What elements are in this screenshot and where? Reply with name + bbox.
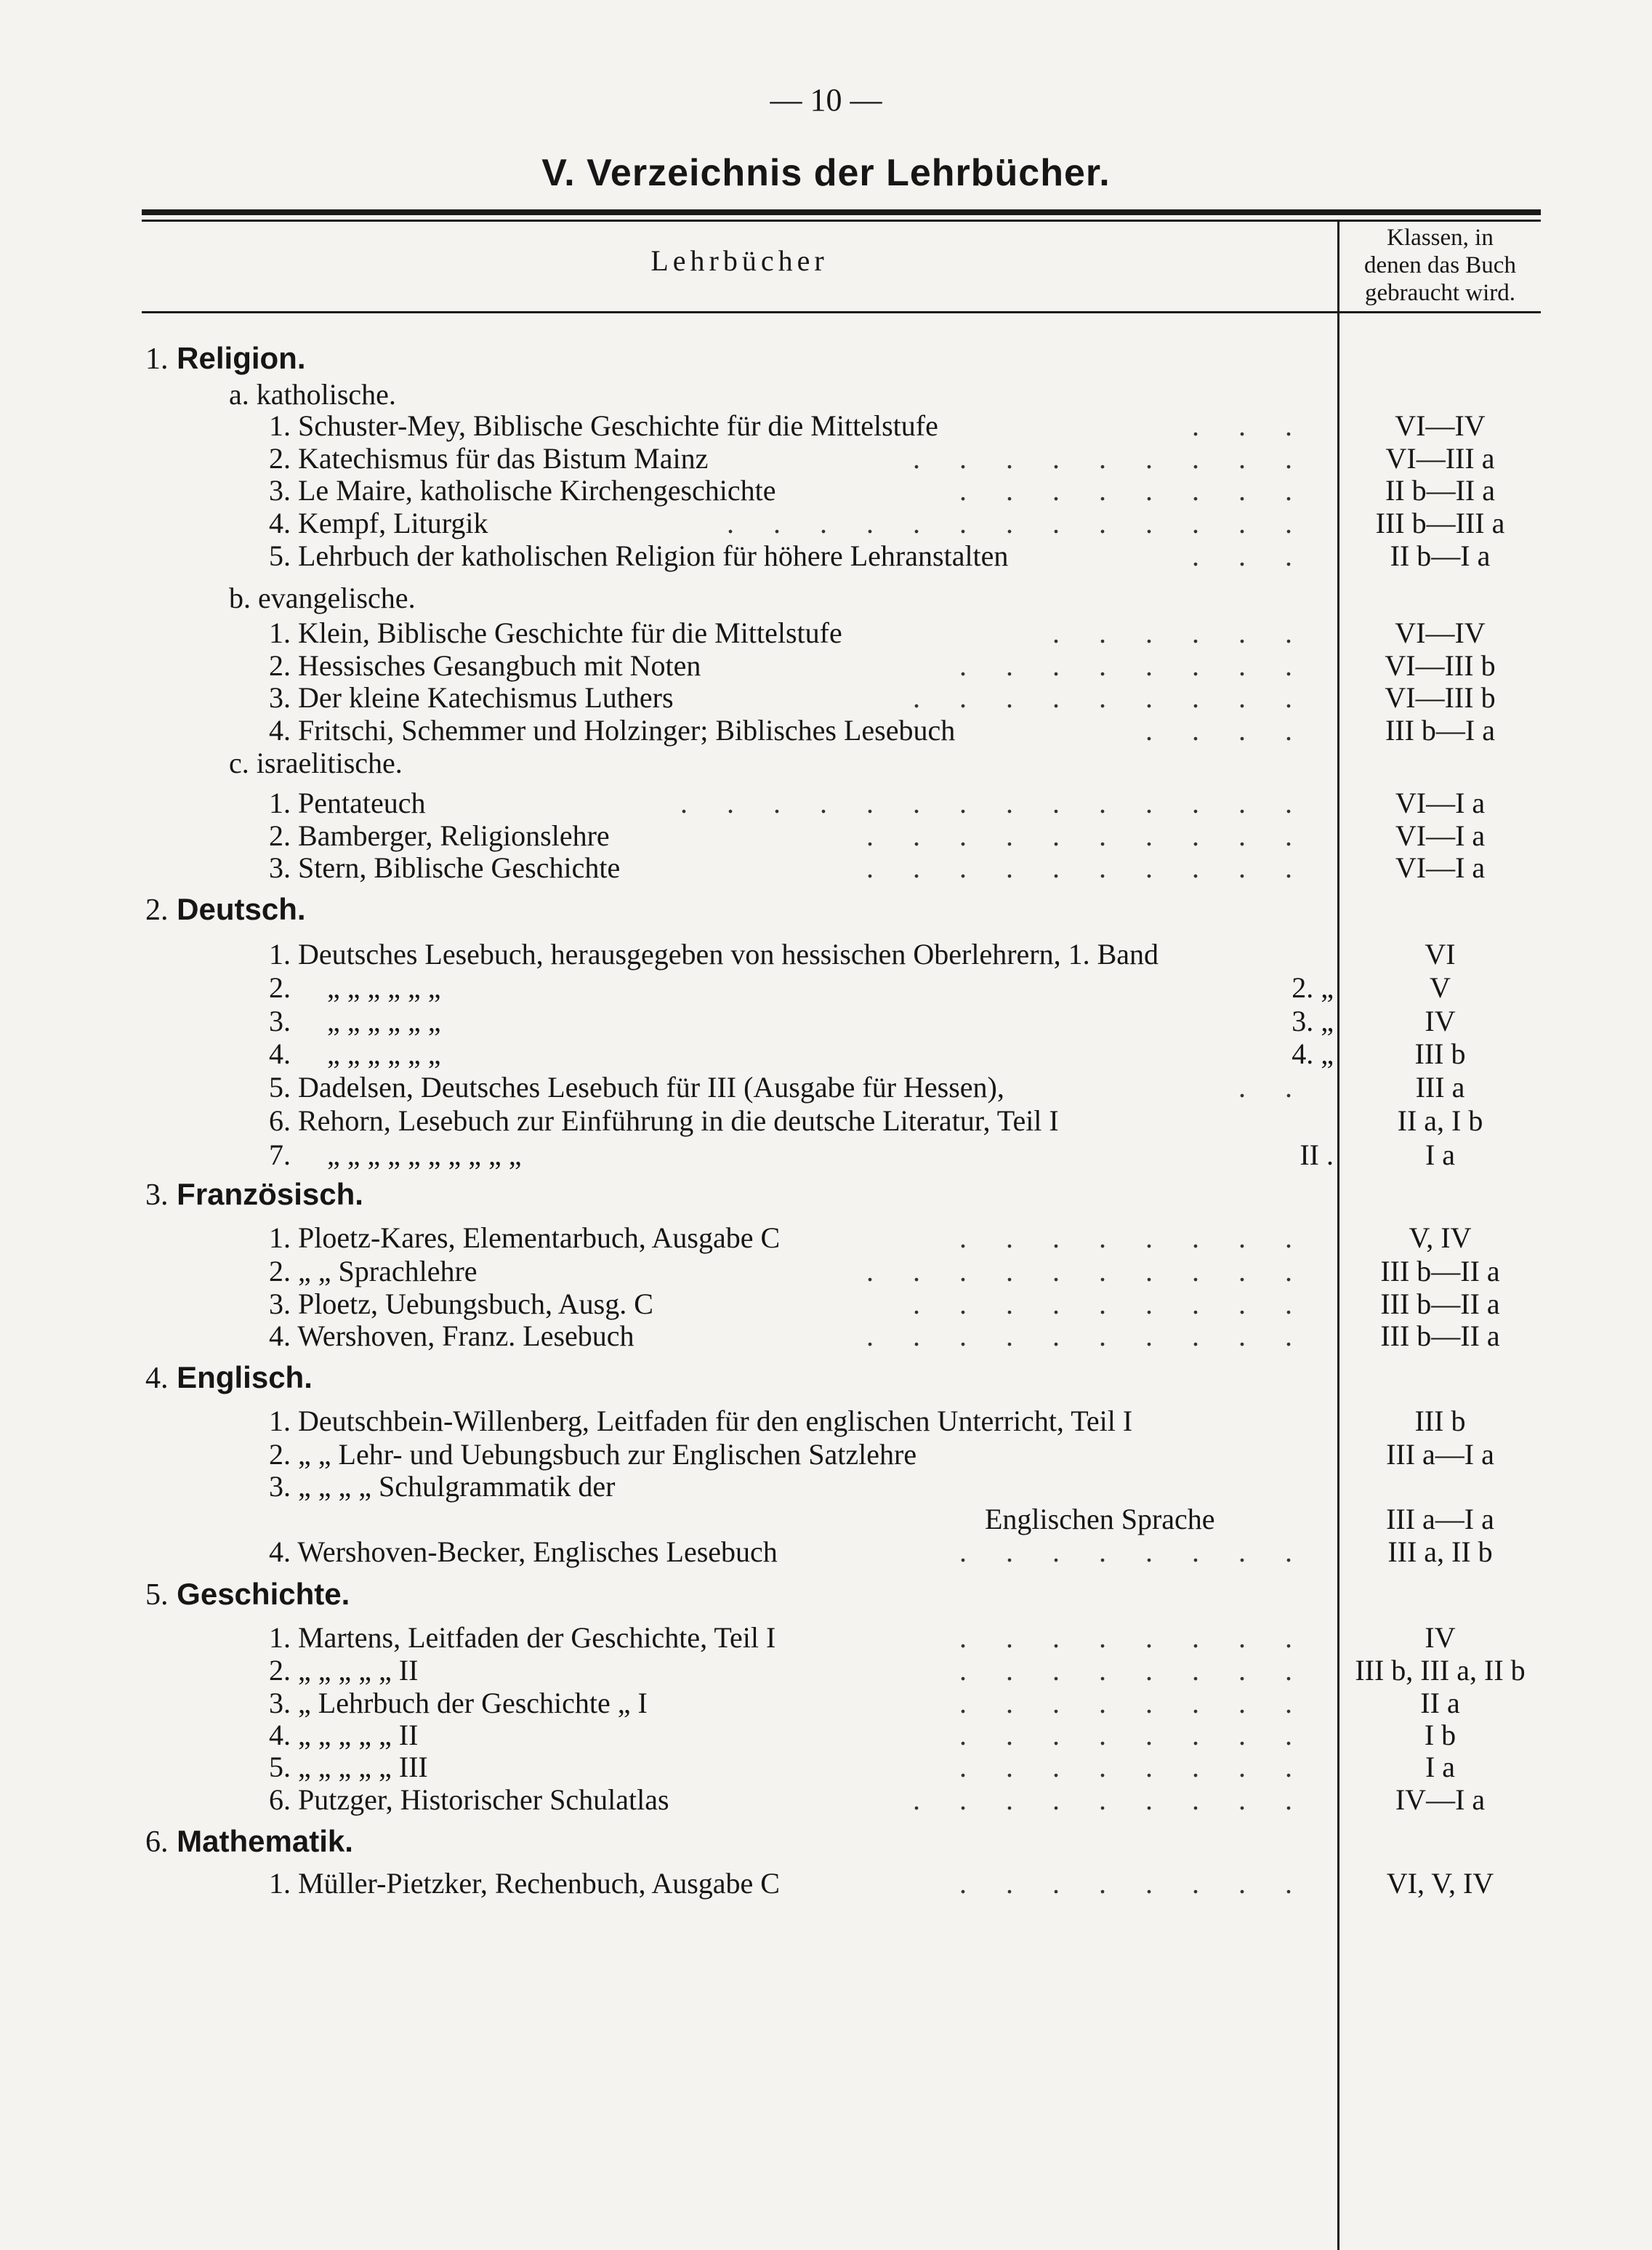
list-item bbox=[142, 378, 1541, 411]
section-label: Geschichte. bbox=[177, 1577, 350, 1611]
book-title: 2. „ „ Sprachlehre bbox=[269, 1255, 478, 1287]
leader-dots: . . . . . . . . . . . . . bbox=[727, 507, 1308, 539]
leader-dots: . . . . . . . . bbox=[959, 1719, 1308, 1751]
section-title bbox=[145, 1178, 363, 1212]
class-range: VI—III b bbox=[1385, 681, 1496, 714]
class-range: II b—II a bbox=[1385, 474, 1496, 507]
class-range: VI—I a bbox=[1395, 787, 1486, 819]
class-range: V, IV bbox=[1409, 1221, 1472, 1254]
list-item bbox=[142, 1867, 1541, 1900]
class-range: III b, III a, II b bbox=[1355, 1654, 1526, 1687]
section-label: Deutsch. bbox=[177, 892, 306, 926]
leader-dots: . . . . . . . . . . bbox=[866, 1255, 1308, 1287]
section-number: 2. bbox=[145, 893, 169, 927]
ditto-marks: „ „ „ „ „ „ bbox=[327, 971, 441, 1004]
book-title: 1. Pentateuch bbox=[269, 787, 426, 819]
column-header-classes-line: Klassen, in bbox=[1387, 225, 1494, 251]
list-item bbox=[142, 819, 1541, 853]
list-item bbox=[142, 539, 1541, 573]
title-rule-thin bbox=[142, 220, 1541, 222]
subsection-label: c. israelitische. bbox=[229, 747, 403, 779]
book-title: 1. Ploetz-Kares, Elementarbuch, Ausgabe C bbox=[269, 1221, 781, 1254]
list-item bbox=[142, 1438, 1541, 1471]
section-title bbox=[145, 342, 306, 376]
book-title: 4. Wershoven, Franz. Lesebuch bbox=[269, 1319, 634, 1352]
leader-dots: . . . . . . . . bbox=[959, 649, 1308, 682]
class-range: III a—I a bbox=[1386, 1438, 1494, 1471]
column-header-classes-line: denen das Buch bbox=[1364, 252, 1516, 278]
book-title: 2. Bamberger, Religionslehre bbox=[269, 819, 610, 852]
book-title: 1. Klein, Biblische Geschichte für die Mittelstufe bbox=[269, 616, 842, 649]
class-range: I a bbox=[1425, 1751, 1456, 1783]
book-title: 5. Dadelsen, Deutsches Lesebuch für III (Ausgabe für Hessen), bbox=[269, 1071, 1004, 1104]
page-title: V. Verzeichnis der Lehrbücher. bbox=[541, 152, 1111, 194]
class-range: VI—III a bbox=[1385, 442, 1495, 475]
class-range: VI—I a bbox=[1395, 819, 1486, 852]
class-range: II a bbox=[1420, 1687, 1460, 1719]
leader-dots: . . . . . . . . bbox=[959, 474, 1308, 507]
class-range: III b—II a bbox=[1380, 1287, 1500, 1320]
class-range: IV bbox=[1425, 1005, 1456, 1037]
list-item bbox=[142, 851, 1541, 885]
class-range: III b—II a bbox=[1380, 1319, 1500, 1352]
leader-dots: . . . . . . . . . . bbox=[866, 1319, 1308, 1352]
leader-dots: . . . . . . . . bbox=[959, 1751, 1308, 1783]
class-range: IV—I a bbox=[1395, 1783, 1486, 1816]
class-range: III b—I a bbox=[1385, 714, 1496, 747]
book-title: 7. bbox=[269, 1138, 291, 1171]
list-item bbox=[142, 1621, 1541, 1655]
leader-dots: . . . . . . . . bbox=[959, 1867, 1308, 1900]
class-range: III a bbox=[1415, 1071, 1465, 1104]
list-item bbox=[142, 1138, 1541, 1172]
section-number: 6. bbox=[145, 1825, 169, 1859]
list-item bbox=[142, 1104, 1541, 1138]
book-title: 3. „ „ „ „ Schulgrammatik der bbox=[269, 1470, 616, 1503]
list-item bbox=[142, 649, 1541, 683]
list-item bbox=[142, 616, 1541, 650]
header-rule bbox=[142, 311, 1541, 313]
class-range: VI—IV bbox=[1395, 409, 1486, 442]
class-range: II b—I a bbox=[1390, 539, 1491, 572]
subsection-label: a. katholische. bbox=[229, 378, 396, 411]
book-title: 6. Putzger, Historischer Schulatlas bbox=[269, 1783, 669, 1816]
list-item bbox=[142, 1470, 1541, 1503]
leader-dots: . . bbox=[1238, 1071, 1308, 1104]
class-range: III b—II a bbox=[1380, 1255, 1500, 1287]
leader-dots: . . . . . . . . bbox=[959, 1654, 1308, 1687]
class-range: V bbox=[1430, 971, 1451, 1004]
section-title bbox=[145, 1578, 350, 1612]
class-range: I a bbox=[1425, 1138, 1456, 1171]
list-item bbox=[142, 507, 1541, 540]
book-title: 4. Fritschi, Schemmer und Holzinger; Biblisches Lesebuch bbox=[269, 714, 956, 747]
section-heading bbox=[142, 893, 1541, 926]
list-item bbox=[142, 1687, 1541, 1720]
list-item bbox=[142, 409, 1541, 443]
list-item bbox=[142, 1535, 1541, 1569]
ditto-marks: „ „ „ „ „ „ bbox=[327, 1037, 441, 1070]
column-header-classes bbox=[1339, 224, 1541, 307]
section-title bbox=[145, 1825, 353, 1859]
book-title: 3. Ploetz, Uebungsbuch, Ausg. C bbox=[269, 1287, 653, 1320]
book-title: 1. Deutschbein-Willenberg, Leitfaden für den englischen Unterricht, Teil I bbox=[269, 1405, 1133, 1437]
section-label: Religion. bbox=[177, 341, 306, 375]
leader-dots: . . . bbox=[1192, 409, 1308, 442]
class-range: III a—I a bbox=[1386, 1503, 1494, 1535]
class-range: VI—I a bbox=[1395, 851, 1486, 884]
book-title: 5. Lehrbuch der katholischen Religion für höhere Lehranstalten bbox=[269, 539, 1009, 572]
section-heading bbox=[142, 1178, 1541, 1211]
section-number: 1. bbox=[145, 342, 169, 376]
leader-dots: . . . . . . . . . . bbox=[866, 819, 1308, 852]
leader-dots: . . . . . . bbox=[1052, 616, 1308, 649]
book-title: 4. bbox=[269, 1037, 291, 1070]
class-range: III b—III a bbox=[1375, 507, 1505, 539]
book-title: 2. Hessisches Gesangbuch mit Noten bbox=[269, 649, 701, 682]
section-label: Mathematik. bbox=[177, 1824, 353, 1858]
section-title bbox=[145, 893, 306, 927]
ditto-tail: 3. „ bbox=[1292, 1005, 1334, 1037]
book-title: Englischen Sprache bbox=[985, 1503, 1215, 1535]
book-title: 3. Stern, Biblische Geschichte bbox=[269, 851, 621, 884]
list-item bbox=[142, 747, 1541, 780]
book-title: 2. „ „ „ „ „ II bbox=[269, 1654, 419, 1687]
list-item bbox=[142, 714, 1541, 747]
book-title: 1. Martens, Leitfaden der Geschichte, Teil I bbox=[269, 1621, 776, 1654]
list-item bbox=[142, 1405, 1541, 1438]
ditto-marks: „ „ „ „ „ „ bbox=[327, 1005, 441, 1037]
ditto-tail: 4. „ bbox=[1292, 1037, 1334, 1070]
section-heading bbox=[142, 1578, 1541, 1611]
leader-dots: . . . . . . . . bbox=[959, 1687, 1308, 1719]
book-title: 1. Müller-Pietzker, Rechenbuch, Ausgabe C bbox=[269, 1867, 780, 1900]
list-item bbox=[142, 1319, 1541, 1353]
leader-dots: . . . . . . . . bbox=[959, 1621, 1308, 1654]
ditto-tail: II . bbox=[1300, 1138, 1334, 1171]
column-header-classes-line: gebraucht wird. bbox=[1364, 280, 1516, 306]
list-item bbox=[142, 1221, 1541, 1255]
section-heading bbox=[142, 1825, 1541, 1858]
list-item bbox=[142, 1037, 1541, 1071]
title-rule-thick bbox=[142, 209, 1541, 215]
class-range: VI bbox=[1425, 938, 1456, 971]
class-range: I b bbox=[1424, 1719, 1456, 1751]
list-item bbox=[142, 1255, 1541, 1288]
book-title: 3. Der kleine Katechismus Luthers bbox=[269, 681, 674, 714]
list-item bbox=[142, 474, 1541, 507]
leader-dots: . . . bbox=[1192, 539, 1308, 572]
section-number: 3. bbox=[145, 1178, 169, 1212]
book-title: 1. Schuster-Mey, Biblische Geschichte für die Mittelstufe bbox=[269, 409, 938, 442]
page-number: — 10 — bbox=[770, 82, 882, 118]
list-item bbox=[142, 938, 1541, 971]
subsection-label: b. evangelische. bbox=[229, 582, 416, 614]
class-range: VI—III b bbox=[1385, 649, 1496, 682]
class-range: III b bbox=[1414, 1405, 1466, 1437]
class-range: III b bbox=[1414, 1037, 1466, 1070]
class-range: IV bbox=[1425, 1621, 1456, 1654]
leader-dots: . . . . bbox=[1145, 714, 1308, 747]
book-title: 3. bbox=[269, 1005, 291, 1037]
list-item bbox=[142, 1751, 1541, 1784]
leader-dots: . . . . . . . . . bbox=[913, 1783, 1308, 1816]
book-title: 1. Deutsches Lesebuch, herausgegeben von hessischen Oberlehrern, 1. Band bbox=[269, 938, 1159, 971]
book-title: 2. Katechismus für das Bistum Mainz bbox=[269, 442, 709, 475]
class-range: VI, V, IV bbox=[1386, 1867, 1494, 1900]
section-label: Englisch. bbox=[177, 1360, 313, 1394]
ditto-tail: 2. „ bbox=[1292, 971, 1334, 1004]
leader-dots: . . . . . . . . bbox=[959, 1221, 1308, 1254]
section-number: 4. bbox=[145, 1362, 169, 1395]
class-range: III a, II b bbox=[1387, 1535, 1493, 1568]
list-item bbox=[142, 442, 1541, 475]
section-number: 5. bbox=[145, 1578, 169, 1612]
leader-dots: . . . . . . . . . . bbox=[866, 851, 1308, 884]
section-heading bbox=[142, 342, 1541, 375]
list-item bbox=[142, 1005, 1541, 1038]
list-item bbox=[142, 787, 1541, 820]
book-title: 4. Wershoven-Becker, Englisches Lesebuch bbox=[269, 1535, 778, 1568]
book-title: 3. Le Maire, katholische Kirchengeschichte bbox=[269, 474, 776, 507]
section-label: Französisch. bbox=[177, 1177, 363, 1211]
book-title: 6. Rehorn, Lesebuch zur Einführung in die deutsche Literatur, Teil I bbox=[269, 1104, 1059, 1137]
book-title: 5. „ „ „ „ „ III bbox=[269, 1751, 428, 1783]
leader-dots: . . . . . . . . . bbox=[913, 442, 1308, 475]
class-range: VI—IV bbox=[1395, 616, 1486, 649]
leader-dots: . . . . . . . . bbox=[959, 1535, 1308, 1568]
column-header-books: Lehrbücher bbox=[650, 244, 829, 277]
list-item bbox=[142, 681, 1541, 715]
book-title: 3. „ Lehrbuch der Geschichte „ I bbox=[269, 1687, 648, 1719]
book-title: 4. „ „ „ „ „ II bbox=[269, 1719, 419, 1751]
leader-dots: . . . . . . . . . bbox=[913, 1287, 1308, 1320]
book-title: 2. „ „ Lehr- und Uebungsbuch zur Englischen Satzlehre bbox=[269, 1438, 917, 1471]
list-item bbox=[142, 582, 1541, 615]
leader-dots: . . . . . . . . . . . . . . bbox=[680, 787, 1308, 819]
book-title: 4. Kempf, Liturgik bbox=[269, 507, 488, 539]
list-item bbox=[142, 1071, 1541, 1104]
leader-dots: . . . . . . . . . bbox=[913, 681, 1308, 714]
ditto-marks: „ „ „ „ „ „ „ „ „ „ bbox=[327, 1138, 522, 1171]
section-title bbox=[145, 1361, 313, 1395]
class-range: II a, I b bbox=[1397, 1104, 1483, 1137]
list-item bbox=[142, 1503, 1541, 1536]
book-title: 2. bbox=[269, 971, 291, 1004]
list-item bbox=[142, 1783, 1541, 1817]
list-item bbox=[142, 1654, 1541, 1687]
section-heading bbox=[142, 1361, 1541, 1394]
list-item bbox=[142, 1719, 1541, 1752]
list-item bbox=[142, 1287, 1541, 1321]
list-item bbox=[142, 971, 1541, 1005]
